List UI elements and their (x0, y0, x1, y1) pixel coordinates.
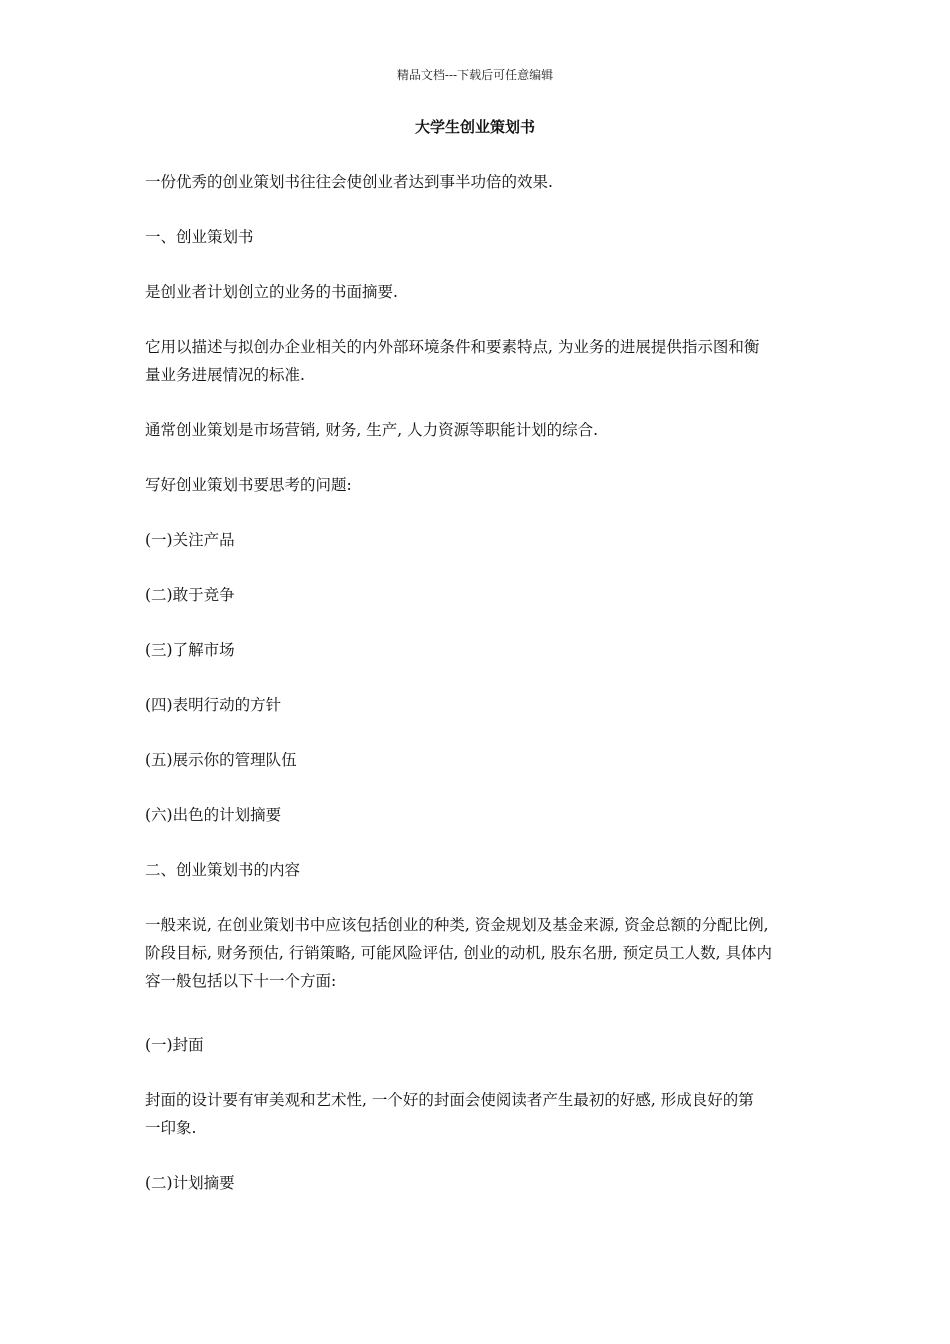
sub-heading-cover: (一)封面 (145, 1036, 204, 1054)
paragraph-intro: 一份优秀的创业策划书往往会使创业者达到事半功倍的效果. (145, 173, 553, 191)
paragraph-purpose-line-2: 量业务进展情况的标准. (145, 366, 305, 384)
paragraph-questions: 写好创业策划书要思考的问题: (145, 476, 352, 494)
document-title: 大学生创业策划书 (414, 118, 535, 136)
list-item-4: (四)表明行动的方针 (145, 696, 282, 714)
list-item-6: (六)出色的计划摘要 (145, 806, 282, 824)
list-item-2: (二)敢于竞争 (145, 586, 235, 604)
list-item-3: (三)了解市场 (145, 641, 235, 659)
paragraph-composition: 通常创业策划是市场营销, 财务, 生产, 人力资源等职能计划的综合. (145, 421, 598, 439)
paragraph-content-line-2: 阶段目标, 财务预估, 行销策略, 可能风险评估, 创业的动机, 股东名册, 预定员工人数, 具体内 (145, 944, 772, 962)
section-heading-2: 二、创业策划书的内容 (145, 861, 301, 879)
paragraph-cover-line-2: 一印象. (145, 1119, 197, 1137)
list-item-1: (一)关注产品 (145, 531, 235, 549)
sub-heading-summary: (二)计划摘要 (145, 1174, 235, 1192)
list-item-5: (五)展示你的管理队伍 (145, 751, 297, 769)
paragraph-purpose-line-1: 它用以描述与拟创办企业相关的内外部环境条件和要素特点, 为业务的进展提供指示图和衡 (145, 338, 760, 356)
paragraph-definition: 是创业者计划创立的业务的书面摘要. (145, 283, 398, 301)
paragraph-content-line-1: 一般来说, 在创业策划书中应该包括创业的种类, 资金规划及基金来源, 资金总额的分配比例, (145, 916, 769, 934)
section-heading-1: 一、创业策划书 (145, 228, 254, 246)
paragraph-content-line-3: 容一般包括以下十一个方面: (145, 972, 337, 990)
paragraph-cover-line-1: 封面的设计要有审美观和艺术性, 一个好的封面会使阅读者产生最初的好感, 形成良好的第 (145, 1091, 754, 1109)
page-header: 精品文档---下载后可任意编辑 (396, 68, 554, 82)
